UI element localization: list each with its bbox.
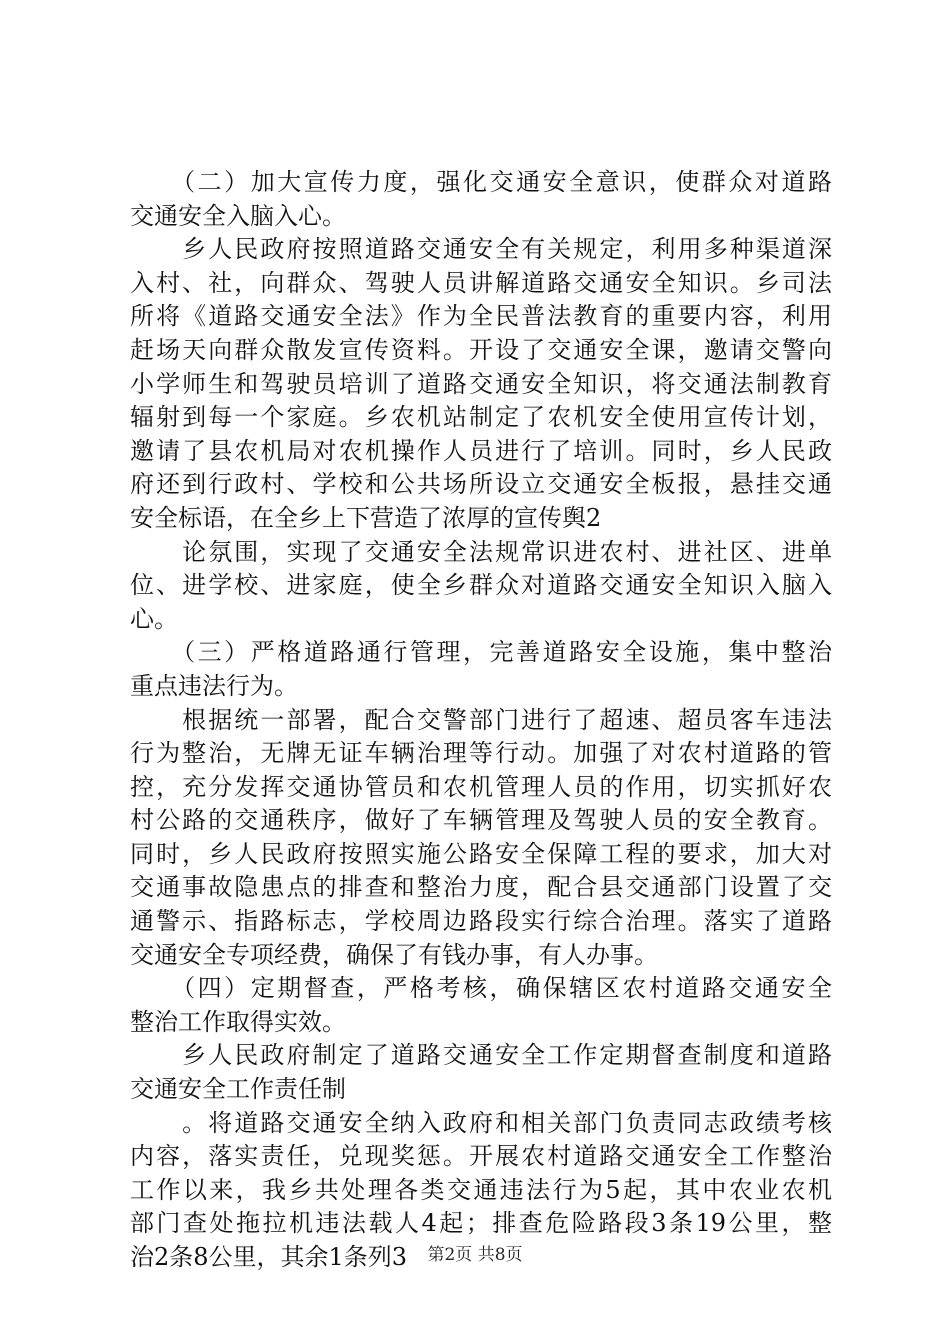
text-line: 同时，乡人民政府按照实施公路安全保障工程的要求，加大对 <box>130 839 832 868</box>
page-footer <box>0 1240 950 1265</box>
text-line: 内容，落实责任，兑现奖惩。开展农村道路交通安全工作整治 <box>130 1142 832 1171</box>
text-line: 交通安全工作责任制 <box>130 1075 346 1104</box>
text-line: 部门查处拖拉机违法载人4起；排查危险路段3条19公里，整 <box>130 1209 832 1238</box>
text-line: 乡人民政府制定了道路交通安全工作定期督查制度和道路 <box>130 1041 832 1070</box>
text-line: 所将《道路交通安全法》作为全民普法教育的重要内容，利用 <box>130 302 832 331</box>
text-line: 控，充分发挥交通协管员和农机管理人员的作用，切实抓好农 <box>130 772 832 801</box>
text-line: 重点违法行为。 <box>130 671 298 700</box>
text-line: （四）定期督查，严格考核，确保辖区农村道路交通安全 <box>130 974 832 1003</box>
text-line: 心。 <box>130 604 178 633</box>
text-line: 整治工作取得实效。 <box>130 1007 346 1036</box>
text-line: （三）严格道路通行管理，完善道路安全设施，集中整治 <box>130 638 832 667</box>
text-line: 乡人民政府按照道路交通安全有关规定，利用多种渠道深 <box>130 235 832 264</box>
text-line: 通警示、指路标志，学校周边路段实行综合治理。落实了道路 <box>130 907 832 936</box>
text-line: （二）加大宣传力度，强化交通安全意识，使群众对道路 <box>130 168 832 196</box>
text-line: 村公路的交通秩序，做好了车辆管理及驾驶人员的安全教育。 <box>130 806 832 835</box>
text-line: 小学师生和驾驶员培训了道路交通安全知识，将交通法制教育 <box>130 369 832 398</box>
text-line: 工作以来，我乡共处理各类交通违法行为5起，其中农业农机 <box>130 1175 832 1204</box>
document-body <box>130 166 832 1275</box>
text-line: 府还到行政村、学校和公共场所设立交通安全板报，悬挂交通 <box>130 470 832 499</box>
text-line: 行为整治，无牌无证车辆治理等行动。加强了对农村道路的管 <box>130 739 832 768</box>
text-line: 治2条8公里，其余1条列3 <box>130 1243 408 1271</box>
text-line: 入村、社，向群众、驾驶人员讲解道路交通安全知识。乡司法 <box>130 268 832 297</box>
text-line: 邀请了县农机局对农机操作人员进行了培训。同时，乡人民政 <box>130 436 832 465</box>
text-line: 赶场天向群众散发宣传资料。开设了交通安全课，邀请交警向 <box>130 335 832 364</box>
text-line: 位、进学校、进家庭，使全乡群众对道路交通安全知识入脑入 <box>130 571 832 600</box>
page-number-label: 第2页 共8页 <box>427 1245 523 1265</box>
text-line: 论氛围，实现了交通安全法规常识进农村、进社区、进单 <box>130 537 832 566</box>
text-line: 安全标语，在全乡上下营造了浓厚的宣传舆2 <box>130 503 602 532</box>
text-line: 交通安全专项经费，确保了有钱办事，有人办事。 <box>130 940 658 969</box>
text-line: 辐射到每一个家庭。乡农机站制定了农机安全使用宣传计划， <box>130 403 832 432</box>
text-line: 。将道路交通安全纳入政府和相关部门负责同志政绩考核 <box>130 1108 832 1137</box>
text-line: 交通安全入脑入心。 <box>130 201 346 230</box>
text-line: 交通事故隐患点的排查和整治力度，配合县交通部门设置了交 <box>130 873 832 902</box>
text-line: 根据统一部署，配合交警部门进行了超速、超员客车违法 <box>130 705 832 734</box>
